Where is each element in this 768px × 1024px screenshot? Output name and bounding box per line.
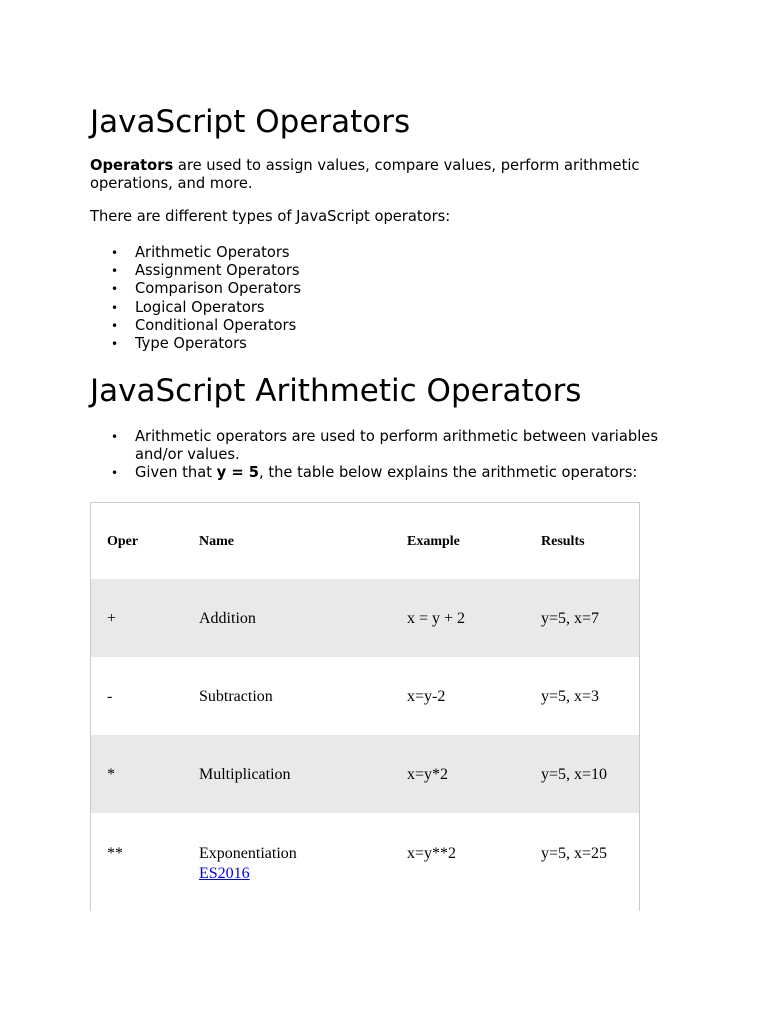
cell-results: y=5, x=3 — [541, 688, 600, 705]
table-row — [91, 735, 639, 813]
header-name: Name — [199, 534, 234, 549]
arithmetic-bullets — [90, 428, 690, 483]
header-oper: Oper — [107, 534, 139, 549]
list-item: • Conditional Operators — [90, 317, 690, 335]
cell-oper: + — [107, 610, 117, 627]
cell-oper: * — [107, 766, 115, 783]
cell-example: x=y-2 — [407, 688, 446, 705]
table-header-row — [91, 503, 639, 579]
list-item: • Type Operators — [90, 335, 690, 353]
types-intro: There are different types of JavaScript operators: — [90, 208, 451, 225]
cell-example: x=y**2 — [407, 845, 457, 862]
cell-name-text: Exponentiation — [199, 845, 297, 862]
list-item: • Logical Operators — [90, 299, 690, 317]
list-item: • Comparison Operators — [90, 280, 690, 298]
header-results: Results — [541, 534, 585, 549]
cell-results: y=5, x=25 — [541, 845, 608, 862]
cell-results: y=5, x=7 — [541, 610, 600, 627]
cell-example: x = y + 2 — [407, 610, 466, 627]
list-item: • Arithmetic Operators — [90, 244, 690, 262]
list-item — [90, 464, 690, 482]
operator-types-list — [90, 244, 690, 353]
section-heading: JavaScript Arithmetic Operators — [90, 373, 582, 409]
cell-oper: ** — [107, 845, 123, 862]
operators-table — [90, 502, 640, 911]
table-row — [91, 657, 639, 735]
es2016-link[interactable]: ES2016 — [199, 865, 250, 882]
cell-results: y=5, x=10 — [541, 766, 608, 783]
cell-name: Subtraction — [199, 688, 273, 705]
table-row — [91, 813, 639, 911]
intro-bold-term: Operators — [90, 157, 174, 174]
list-item: • Arithmetic operators are used to perform arithmetic between variables and/or values. — [90, 428, 690, 464]
cell-oper: - — [107, 688, 113, 705]
cell-example: x=y*2 — [407, 766, 449, 783]
cell-name: Multiplication — [199, 766, 291, 783]
page-title: JavaScript Operators — [90, 104, 411, 140]
header-example: Example — [407, 534, 460, 549]
list-item: • Assignment Operators — [90, 262, 690, 280]
table-row — [91, 579, 639, 657]
bullet-text: , the table below explains the arithmetic operators: — [259, 464, 638, 482]
bullet-text: Given that — [135, 464, 217, 482]
intro-paragraph — [90, 157, 680, 193]
intro-text: are used to assign values, compare values, perform arithmetic operations, and more. — [90, 157, 640, 192]
cell-name — [199, 844, 297, 884]
cell-name: Addition — [199, 610, 256, 627]
bullet-bold: y = 5 — [216, 464, 259, 482]
